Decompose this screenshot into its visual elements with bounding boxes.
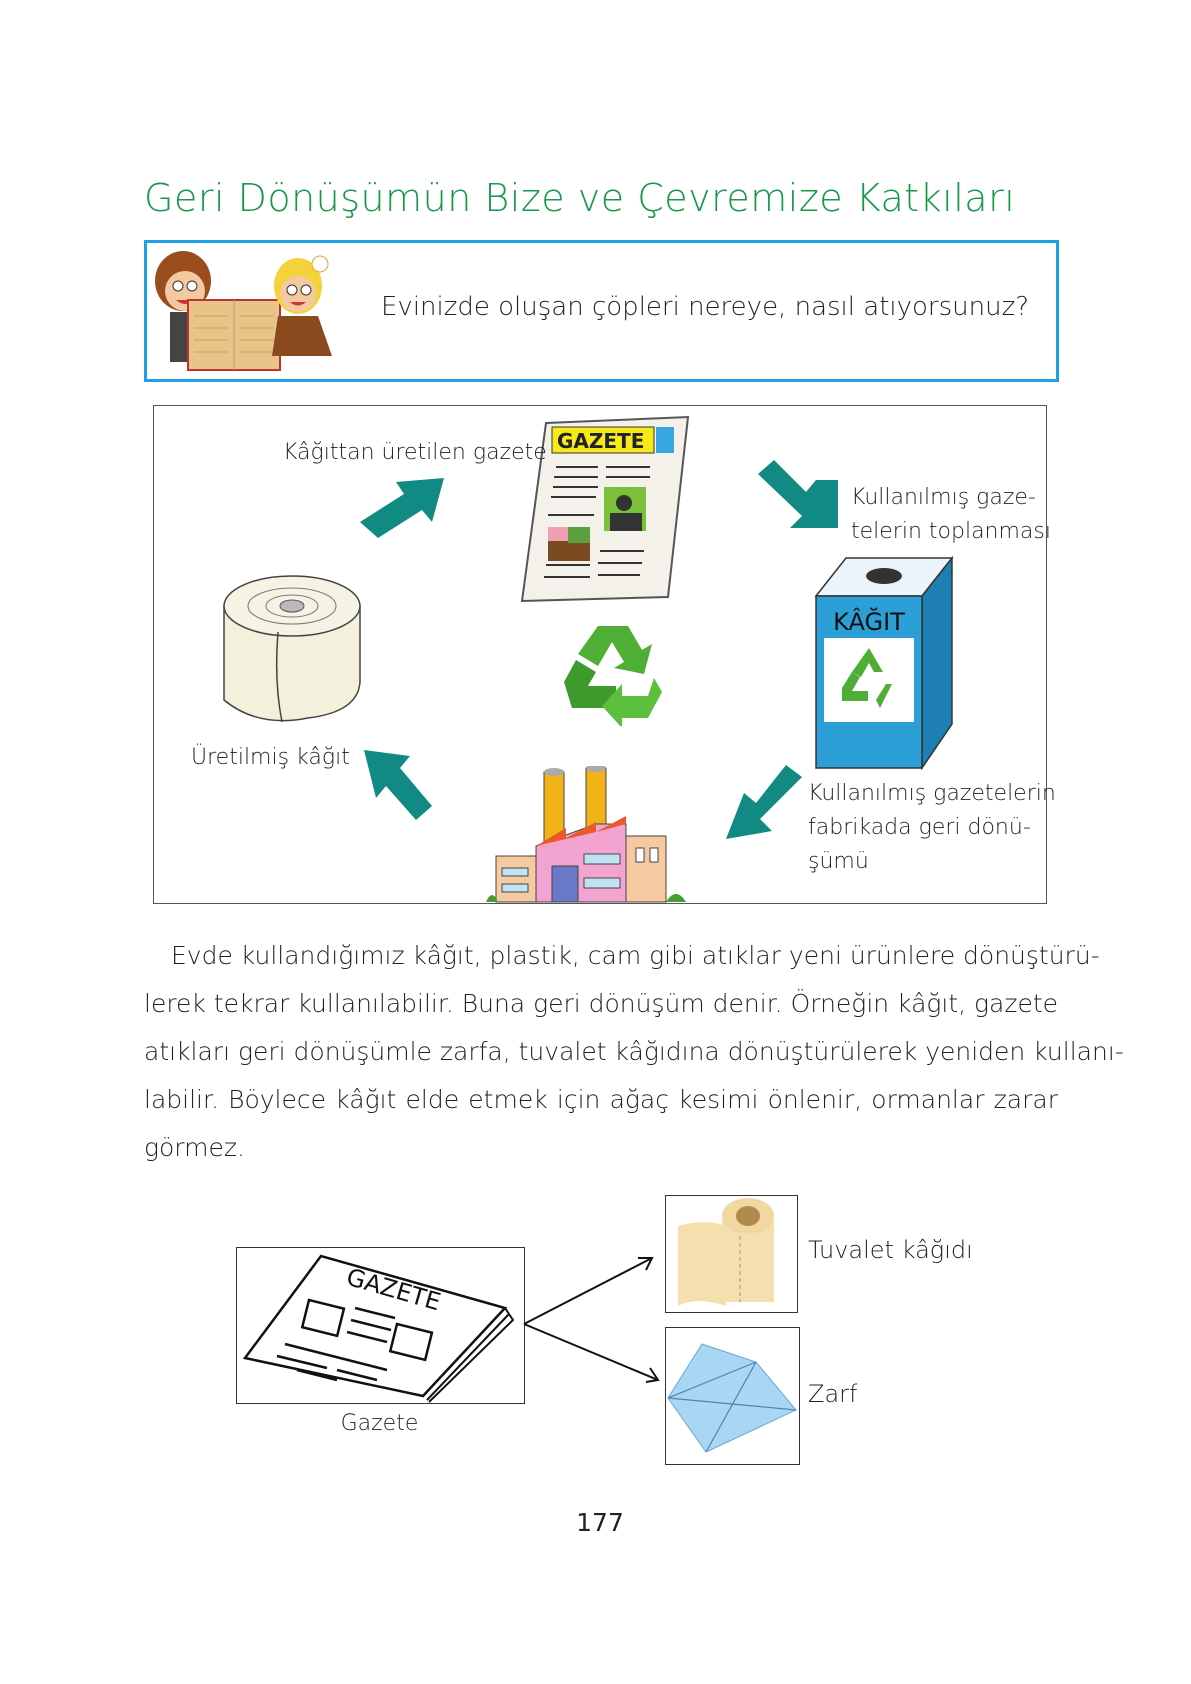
newspaper-sketch-masthead: GAZETE [343, 1262, 444, 1317]
paragraph-line: labilir. Böylece kâğıt elde etmek için ağaç kesimi önlenir, ormanlar zarar [144, 1085, 1058, 1114]
envelope-box [665, 1327, 800, 1465]
newspaper-caption: Gazete [340, 1411, 419, 1436]
paragraph-line: görmez. [144, 1133, 245, 1162]
paper-recycling-bin [812, 556, 957, 772]
arrow-to-toilet-paper [524, 1258, 652, 1324]
newspaper-sketch-box [236, 1247, 525, 1404]
arrow-up-right-icon [358, 472, 448, 540]
envelope-label: Zarf [808, 1380, 858, 1408]
arrow-down-left-icon [722, 763, 808, 843]
paragraph-line: Evde kullandığımız kâğıt, plastik, cam gibi atıklar yeni ürünlere dönüştürü- [171, 941, 1100, 970]
children-reading-illustration [148, 246, 353, 374]
produced-paper-label: Üretilmiş kâğıt [191, 745, 350, 770]
factory-illustration [486, 766, 708, 904]
arrow-up-left-icon [362, 748, 436, 822]
toilet-paper-box [665, 1195, 798, 1313]
branch-arrows [520, 1250, 670, 1390]
paper-roll-illustration [218, 572, 366, 726]
paragraph-line: lerek tekrar kullanılabilir. Buna geri dönüşüm denir. Örneğin kâğıt, gazete [144, 989, 1059, 1018]
newspaper-sketch [237, 1248, 524, 1403]
recycle-icon [558, 620, 666, 726]
toilet-paper-label: Tuvalet kâğıdı [808, 1236, 973, 1264]
collection-label-line1: Kullanılmış gaze- [851, 485, 1036, 510]
page-title: Geri Dönüşümün Bize ve Çevremize Katkıları [144, 176, 1016, 220]
newspaper-masthead: GAZETE [557, 429, 645, 453]
recycling-label-line3: şümü [808, 849, 869, 874]
question-text: Evinizde oluşan çöpleri nereye, nasıl atıyorsunuz? [381, 292, 1030, 322]
recycling-label-line2: fabrikada geri dönü- [808, 815, 1031, 840]
paragraph-line: atıkları geri dönüşümle zarfa, tuvalet kâğıdına dönüştürülerek yeniden kullanı- [144, 1037, 1124, 1066]
recycling-label-line1: Kullanılmış gazetelerin [808, 781, 1056, 806]
newspaper-label: Kâğıttan üretilen gazete [283, 440, 547, 465]
collection-label-line2: telerin toplanması [851, 519, 1051, 544]
body-paragraph [144, 932, 1124, 1172]
arrow-to-envelope [524, 1324, 658, 1380]
page-number: 177 [576, 1508, 624, 1537]
toilet-paper-illustration [666, 1196, 797, 1312]
arrow-down-right-icon [756, 458, 842, 532]
bin-label: KÂĞIT [833, 608, 905, 636]
envelope-illustration [666, 1328, 799, 1464]
